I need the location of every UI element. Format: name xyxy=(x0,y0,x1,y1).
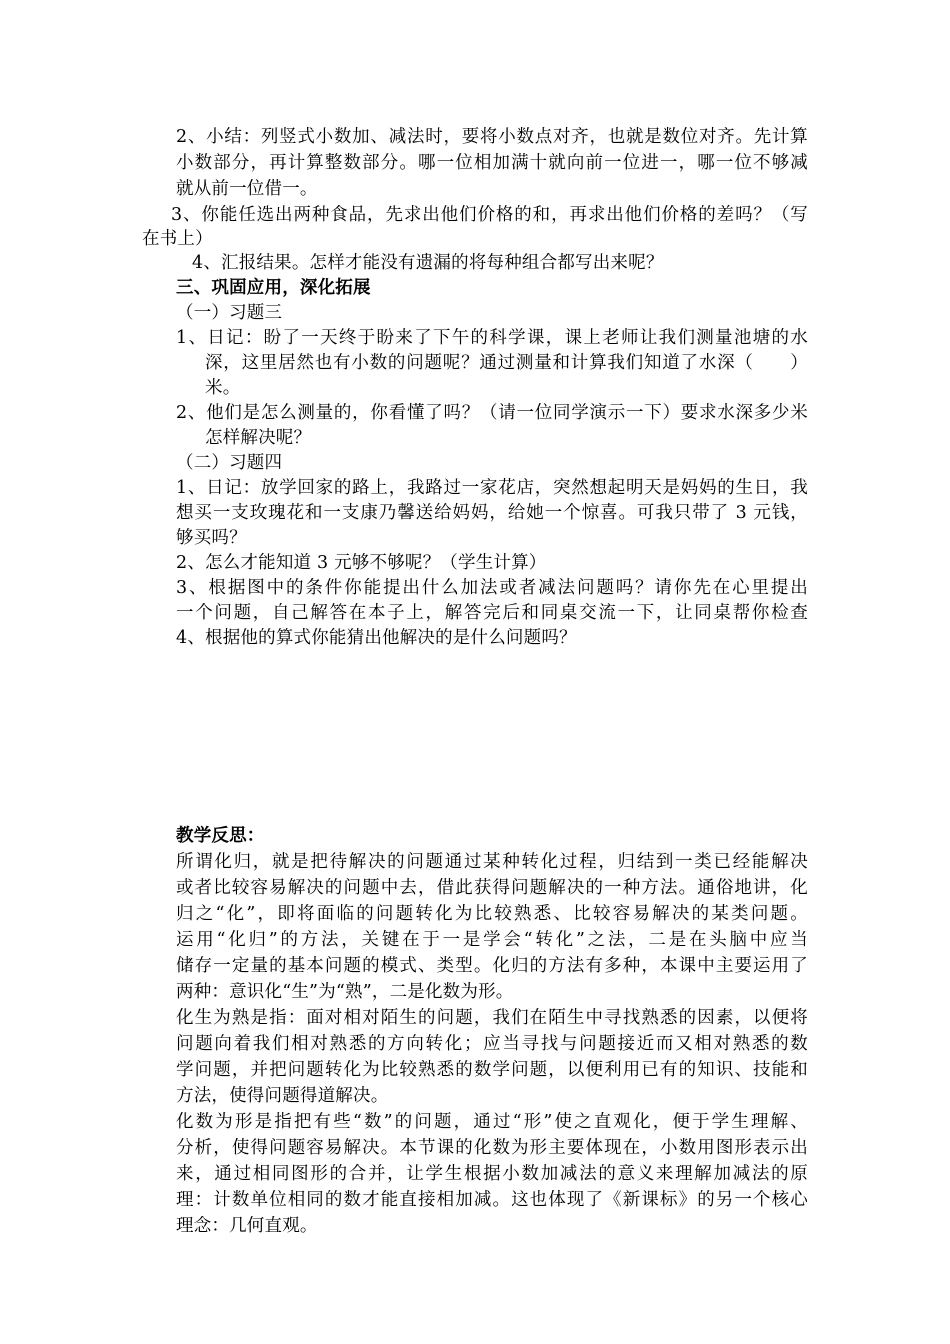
text-line: 归之“化”，即将面临的问题转化为比较熟悉、比较容易解决的某类问题。 xyxy=(176,904,808,924)
text-line: 方法，使得问题得道解决。 xyxy=(176,1086,389,1106)
text-line: 问题向着我们相对熟悉的方向转化；应当寻找与问题接近而又相对熟悉的数 xyxy=(176,1034,808,1054)
text-line: 理：计数单位相同的数才能直接相加减。这也体现了《新课标》的另一个核心 xyxy=(176,1190,808,1210)
text-line: 米。 xyxy=(205,378,241,398)
text-line: 够买吗？ xyxy=(176,528,247,548)
question-4: 4、汇报结果。怎样才能没有遗漏的将每种组合都写出来呢？ xyxy=(192,253,664,273)
text-line: 1、日记：放学回家的路上，我路过一家花店，突然想起明天是妈妈的生日，我 xyxy=(176,478,808,498)
text-line: 深，这里居然也有小数的问题呢？通过测量和计算我们知道了水深（ ） xyxy=(205,353,808,373)
text-line: 想买一支玫瑰花和一支康乃馨送给妈妈，给她一个惊喜。可我只带了 3 元钱， xyxy=(176,503,808,523)
text-line: 3、你能任选出两种食品，先求出他们价格的和，再求出他们价格的差吗？（写 xyxy=(171,205,808,225)
exercise-3-title: （一）习题三 xyxy=(176,303,283,323)
section-heading: 三、巩固应用，深化拓展 xyxy=(176,278,371,298)
exercise-4-item-2: 2、怎么才能知道 3 元够不够呢？（学生计算） xyxy=(176,553,547,573)
text-line: 2、他们是怎么测量的，你看懂了吗？（请一位同学演示一下）要求水深多少米 xyxy=(176,403,808,423)
text-line: 来，通过相同图形的合并，让学生根据小数加减法的意义来理解加减法的原 xyxy=(176,1164,808,1184)
text-line: 两种：意识化“生”为“熟”，二是化数为形。 xyxy=(176,982,514,1002)
text-line: 2、小结：列竖式小数加、减法时，要将小数点对齐，也就是数位对齐。先计算 xyxy=(176,127,808,147)
text-line: 小数部分，再计算整数部分。哪一位相加满十就向前一位进一，哪一位不够减 xyxy=(176,153,808,173)
text-line: 在书上） xyxy=(142,229,213,249)
text-line: 所谓化归，就是把待解决的问题通过某种转化过程，归结到一类已经能解决 xyxy=(176,852,808,872)
text-line: 理念：几何直观。 xyxy=(176,1216,318,1236)
text-line: 3、根据图中的条件你能提出什么加法或者减法问题吗？请你先在心里提出 xyxy=(176,578,808,598)
text-line: 运用“化归”的方法，关键在于一是学会“转化”之法，二是在头脑中应当 xyxy=(176,930,808,950)
exercise-4-title: （二）习题四 xyxy=(176,453,283,473)
text-line: 怎样解决呢？ xyxy=(205,428,312,448)
text-line: 或者比较容易解决的问题中去，借此获得问题解决的一种方法。通俗地讲，化 xyxy=(176,878,808,898)
exercise-4-item-4: 4、根据他的算式你能猜出他解决的是什么问题吗？ xyxy=(176,628,577,648)
reflection-heading: 教学反思： xyxy=(176,826,265,846)
text-line: 分析，使得问题容易解决。本节课的化数为形主要体现在，小数用图形表示出 xyxy=(176,1138,808,1158)
text-line: 一个问题，自己解答在本子上，解答完后和同桌交流一下，让同桌帮你检查 xyxy=(176,603,808,623)
text-line: 化数为形是指把有些“数”的问题，通过“形”使之直观化，便于学生理解、 xyxy=(176,1112,808,1132)
text-line: 学问题，并把问题转化为比较熟悉的数学问题，以便利用已有的知识、技能和 xyxy=(176,1060,808,1080)
text-line: 化生为熟是指：面对相对陌生的问题，我们在陌生中寻找熟悉的因素，以便将 xyxy=(176,1008,808,1028)
text-line: 1、日记：盼了一天终于盼来了下午的科学课，课上老师让我们测量池塘的水 xyxy=(176,328,808,348)
text-line: 储存一定量的基本问题的模式、类型。化归的方法有多种，本课中主要运用了 xyxy=(176,956,808,976)
text-line: 就从前一位借一。 xyxy=(176,179,318,199)
